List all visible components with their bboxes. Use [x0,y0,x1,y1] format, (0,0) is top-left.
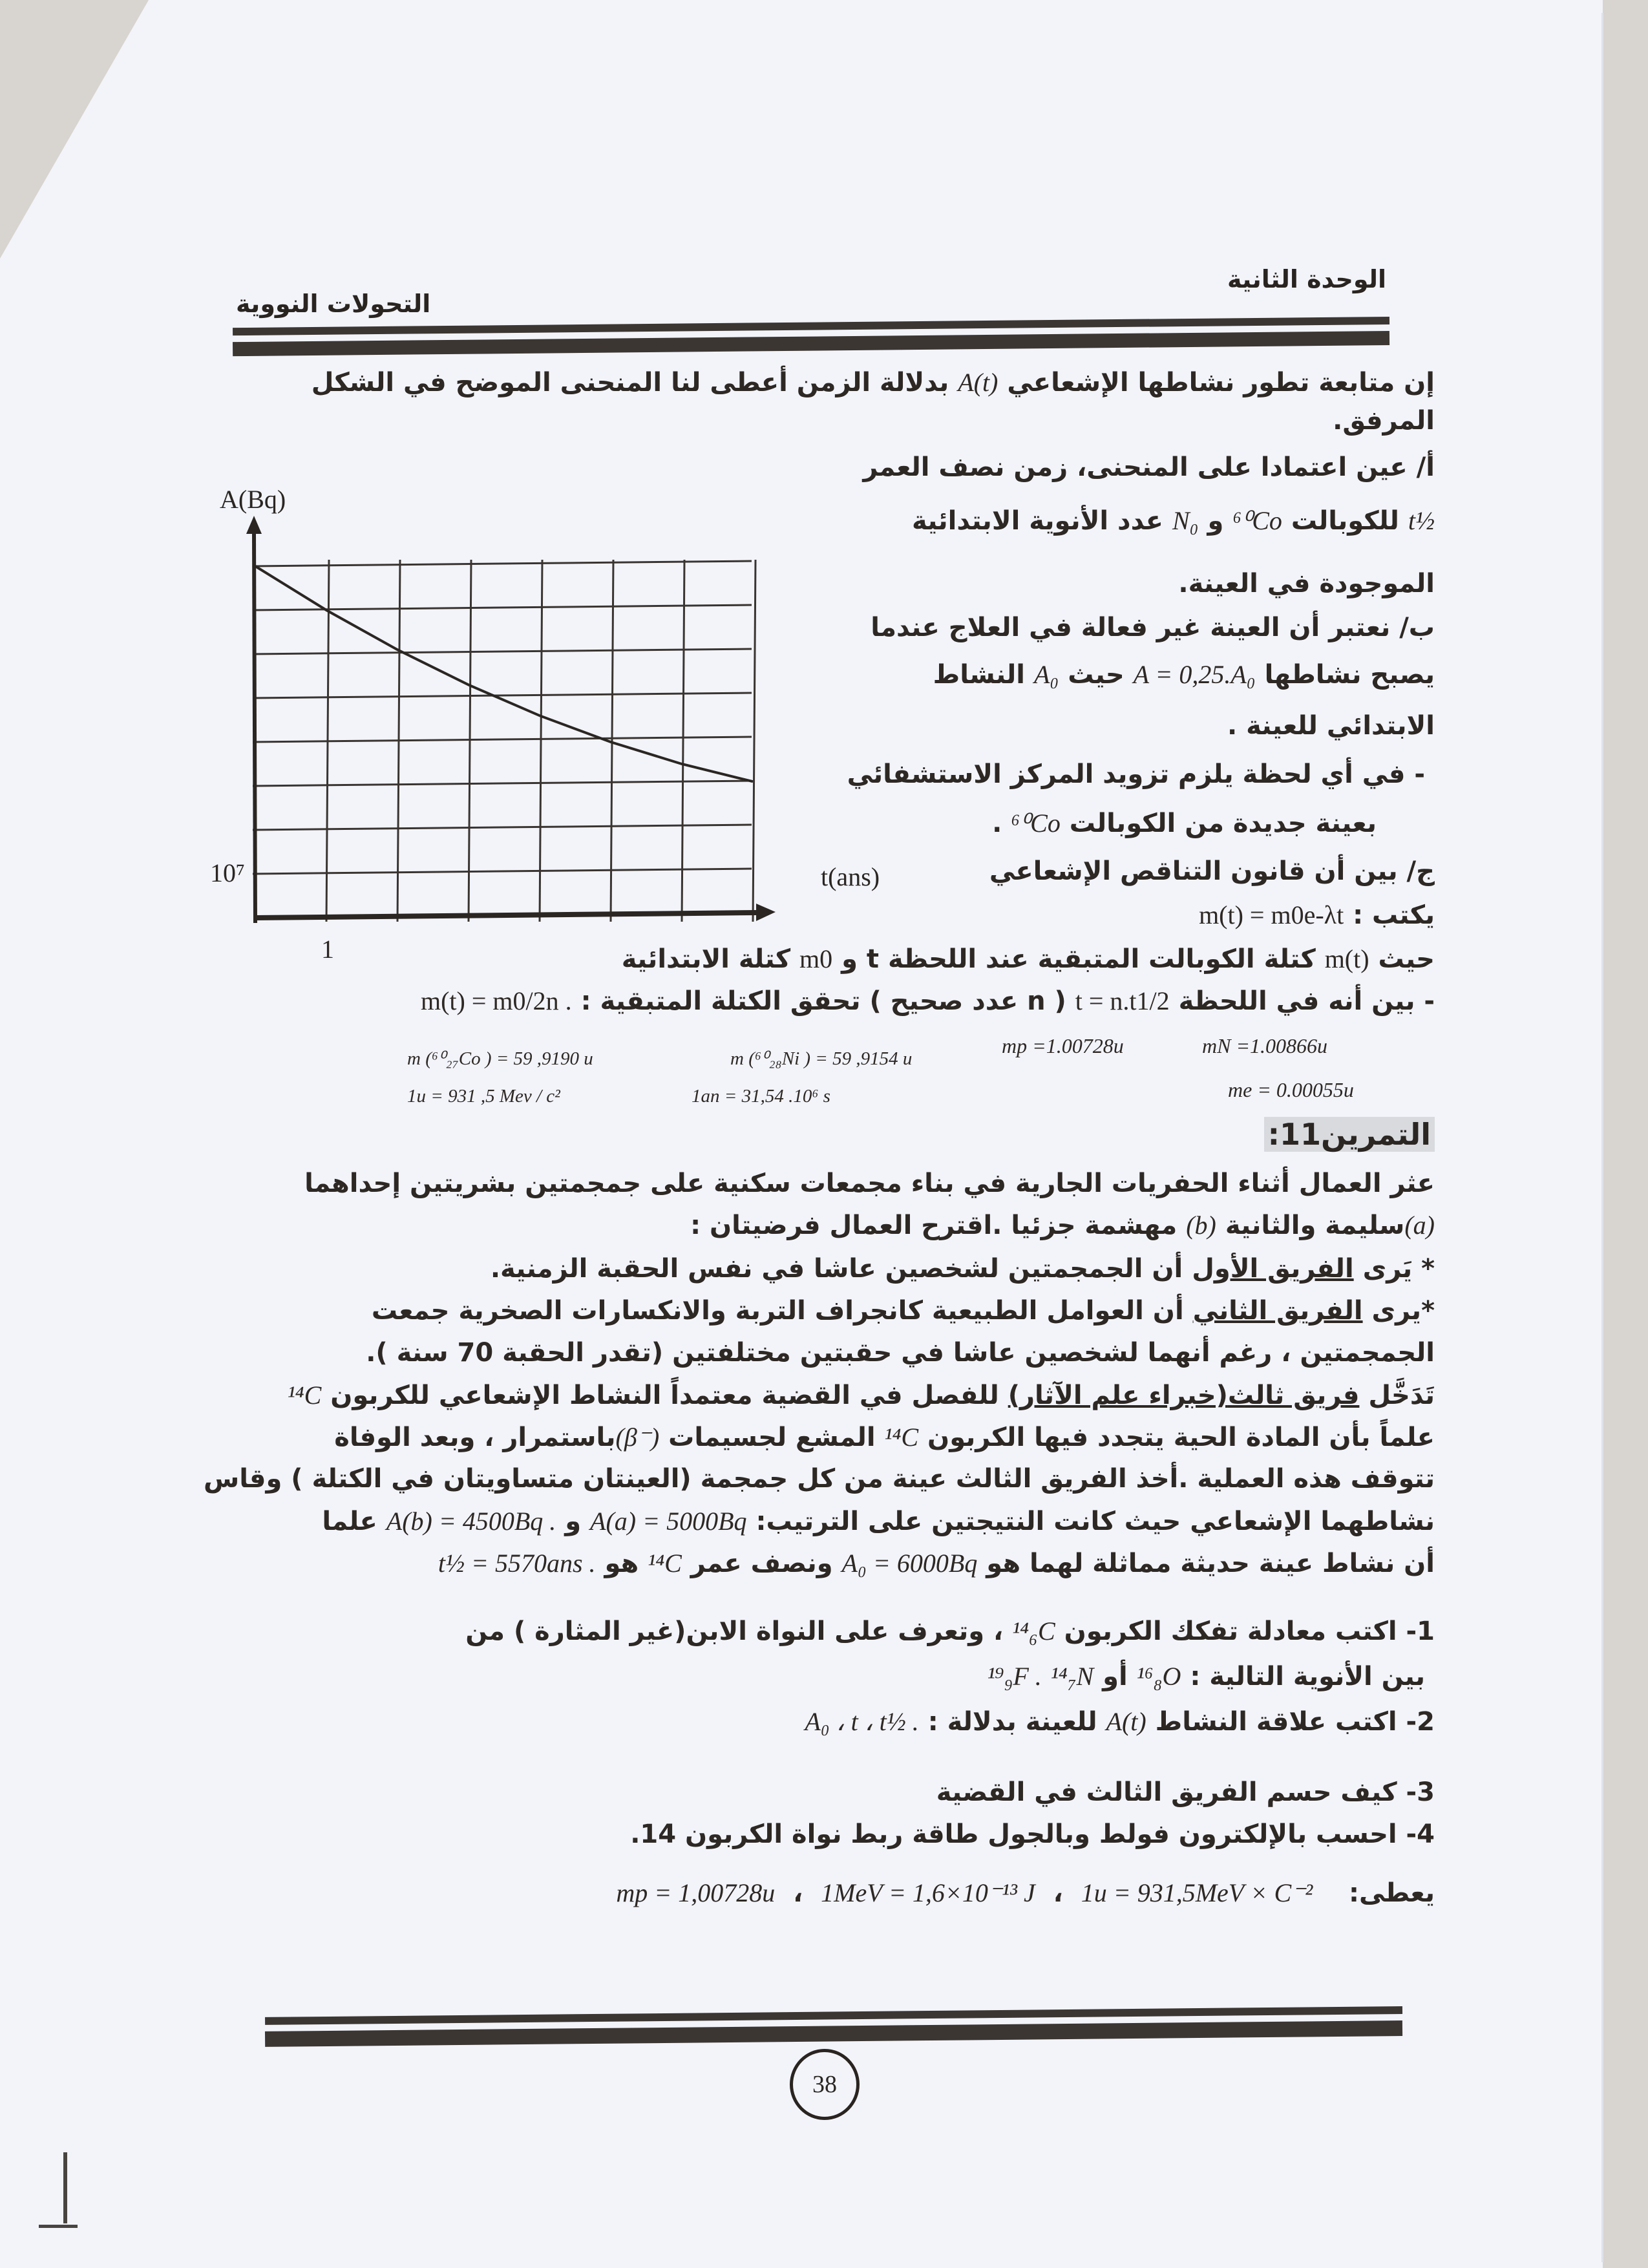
ex10-intro-line1 [312,367,1435,397]
math-c14: ¹⁴₆C [1012,1616,1055,1646]
text: كتلة الابتدائية [621,944,791,974]
chapter-title: التحولات النووية [236,290,431,318]
text: * يَرى [1362,1254,1435,1284]
question-3: 3- كيف حسم الفريق الثالث في القضية [936,1777,1435,1807]
qc-line2 [1199,900,1435,930]
hypothesis-1 [491,1254,1435,1284]
text: حيث [1378,944,1435,974]
math-co60: ⁶⁰Co [1011,809,1061,838]
math-c14: ¹⁴C [884,1423,919,1452]
y-axis-label: A(Bq) [220,485,286,514]
text: مهشمة جزئيا .اقترح العمال فرضيتان : [690,1211,1178,1240]
text: النشاط [933,660,1025,690]
x-tick-label: 1 [321,935,334,964]
qc-line1: ج/ بين أن قانون التناقص الإشعاعي [989,856,1435,886]
data-mNi: m (⁶⁰₂₈Ni ) = 59 ,9154 u [730,1048,913,1069]
y-tick-label: 10⁷ [210,858,245,887]
grid-line-vertical [682,560,684,922]
data-me: me = 0.00055u [1228,1078,1354,1101]
math-co60: ⁶⁰Co [1232,506,1282,535]
math-Ab: A(b) = 4500Bq . [386,1507,556,1536]
ex10-intro-line2: المرفق. [1333,406,1435,436]
text: حيث [1068,660,1125,690]
label-a: (a) [1404,1211,1435,1240]
text: أن العوامل الطبيعية كانجراف التربة والانكسارات الصخرية جمعت [371,1296,1184,1326]
math-A0: A₀ [1033,660,1059,689]
math-Aa: A(a) = 5000Bq [590,1507,747,1536]
math-c14: ¹⁴C [287,1381,322,1410]
text: يكتب : [1353,900,1435,930]
hypothesis-3-line5 [438,1548,1435,1578]
text: عدد الأنوية الابتدائية [912,506,1163,536]
text: للفصل في القضية معتمداً النشاط الإشعاعي للكربون [330,1381,999,1410]
math-c14: ¹⁴C [648,1549,682,1578]
text: للعينة بدلالة : [927,1707,1097,1737]
given-values [616,1878,1435,1908]
data-an: 1an = 31,54 .10⁶ s [692,1086,830,1107]
text: بين الأنوية التالية : [1190,1662,1425,1691]
text: باستمرار ، وبعد الوفاة [334,1423,616,1452]
qb-line1: ب/ نعتبر أن العينة غير فعالة في العلاج عندما [871,613,1435,642]
separator: ، [1053,1878,1063,1908]
text: - بين أنه في اللحظة [1178,986,1435,1016]
page-edge [1601,13,1603,2262]
math-mt: m(t) [1324,944,1369,973]
qd-line1 [421,986,1435,1016]
x-axis-arrow-icon [756,904,776,921]
given-mev: 1MeV = 1,6×10⁻¹³ J [821,1878,1035,1907]
text: تَدَخَّل [1368,1381,1435,1410]
qb-sub2 [992,808,1377,838]
math-thalf: t½ = 5570ans . [438,1549,596,1578]
math-A-eq: A = 0,25.A₀ [1133,660,1256,689]
text: نشاطهما الإشعاعي حيث كانت النتيجتين على الترتيب: [755,1507,1435,1536]
exercise-11-title: التمرين11: [1264,1117,1435,1152]
series-line-A [255,566,753,781]
label-b: (b) [1186,1211,1216,1240]
question-2 [805,1706,1435,1737]
binding-mark [39,2225,78,2228]
math-vars: A₀ ، t ، t½ . [805,1707,919,1736]
text: كتلة الكوبالت المتبقية عند اللحظة t و [841,944,1316,974]
question-1 [465,1616,1435,1646]
hypothesis-3-line2 [334,1422,1435,1452]
text: أن نشاط عينة حديثة مماثلة لهما هو [986,1549,1435,1578]
math-t-eq: t = n.t1/2 [1075,986,1170,1015]
text: 2- اكتب علاقة النشاط [1155,1707,1435,1737]
text: أن الجمجمتين لشخصين عاشا في نفس الحقبة الزمنية. [490,1254,1183,1284]
hypothesis-2-line2: الجمجمتين ، رغم أنهما لشخصين عاشا في حقبتين مختلفتين (تقدر الحقبة 70 سنة ). [366,1338,1435,1368]
qa-line1: أ/ عين اعتمادا على المنحنى، زمن نصف العمر [863,452,1435,482]
math-A0: A₀ = 6000Bq [841,1549,978,1578]
math-o16: ¹⁶₈O [1136,1662,1181,1691]
question-4: 4- احسب بالإلكترون فولط وبالجول طاقة ربط نواة الكربون 14. [630,1819,1435,1849]
given-mp: mp = 1,00728u [616,1878,776,1907]
y-axis-arrow-icon [246,516,262,534]
math-f19: ¹⁹₉F . [987,1662,1042,1691]
text: ونصف عمر [690,1549,833,1578]
data-mp: mp =1.00728u [1002,1034,1124,1057]
math-m0: m0 [799,944,833,973]
math-beta: (β⁻) [615,1423,660,1452]
math-mass-law: m(t) = m0/2n . [420,986,572,1015]
team-3-desc: (خبراء علم الآثار) [1008,1381,1228,1410]
math-n14: ¹⁴₇N [1050,1662,1094,1691]
qa-line2 [912,505,1435,536]
text: سليمة والثانية [1225,1211,1405,1240]
qb-sub1: - في أي لحظة يلزم تزويد المركز الاستشفائي [847,759,1425,789]
team-1: الفريق الأول [1192,1254,1354,1284]
given-u: 1u = 931,5MeV × C⁻² [1081,1878,1313,1907]
chart-grid [253,560,755,922]
qb-line3: الابتدائي للعينة . [1227,711,1435,741]
hypothesis-3 [288,1380,1435,1410]
grid-line-vertical [540,560,542,922]
data-mCo: m (⁶⁰₂₇Co ) = 59 ,9190 u [407,1048,593,1069]
separator: ، [793,1878,803,1908]
math-At: A(t) [1106,1707,1146,1736]
grid-line-vertical [611,560,613,922]
text: إن متابعة تطور نشاطها الإشعاعي [1007,368,1435,397]
decay-law: m(t) = m0e-λt [1199,900,1344,929]
text: بعينة جديدة من الكوبالت [1069,809,1377,838]
ex11-p1: عثر العمال أثناء الحفريات الجارية في بناء مجمعات سكنية على جمجمتين بشريتين إحداهما [304,1169,1435,1198]
text: المشع لجسيمات [668,1423,876,1452]
hypothesis-3-line3: تتوقف هذه العملية .أخذ الفريق الثالث عينة من كل جمجمة (العينتان متساويتان في الكتلة ) وقاس [204,1464,1435,1494]
binding-mark [63,2152,67,2223]
text: علما [322,1507,377,1536]
text: *يرى [1371,1296,1435,1326]
ex11-p2 [690,1210,1435,1240]
text: هو [604,1549,639,1578]
page-number: 38 [790,2049,860,2120]
qb-line2 [933,659,1435,690]
question-1-line2 [988,1661,1425,1691]
given-label: يعطى: [1348,1878,1435,1908]
math-thalf: t½ [1408,506,1435,535]
math-At: A(t) [958,368,998,397]
data-mN: mN =1.00866u [1202,1034,1328,1057]
unit-title: الوحدة الثانية [1227,265,1386,293]
x-axis-label: t(ans) [821,862,880,891]
text: ( n عدد صحيح ) تحقق الكتلة المتبقية : [580,986,1066,1016]
text: . [992,809,1002,838]
hypothesis-3-line4 [322,1506,1435,1536]
data-u: 1u = 931 ,5 Mev / c² [407,1086,560,1107]
text: للكوبالت [1291,506,1399,536]
team-3: فريق ثالث [1227,1381,1360,1410]
grid-line-horizontal [253,561,752,566]
text: يصبح نشاطها [1264,660,1435,690]
y-axis [254,534,255,923]
grid-line-vertical [753,560,755,922]
text: بدلالة الزمن أعطى لنا المنحنى الموضح في الشكل [311,368,949,397]
math-N0: N₀ [1172,506,1199,535]
text: و [565,1507,582,1536]
text: أو [1103,1662,1128,1691]
text: و [1207,506,1224,536]
qa-line3: الموجودة في العينة. [1178,569,1435,599]
text: علماً بأن المادة الحية يتجدد فيها الكربون [927,1423,1435,1452]
text: 1- اكتب معادلة تفكك الكربون [1064,1616,1435,1646]
hypothesis-2 [372,1296,1435,1326]
text: ، وتعرف على النواة الابن(غير المثارة ) من [465,1616,1004,1646]
team-2: الفريق الثاني [1192,1296,1363,1326]
